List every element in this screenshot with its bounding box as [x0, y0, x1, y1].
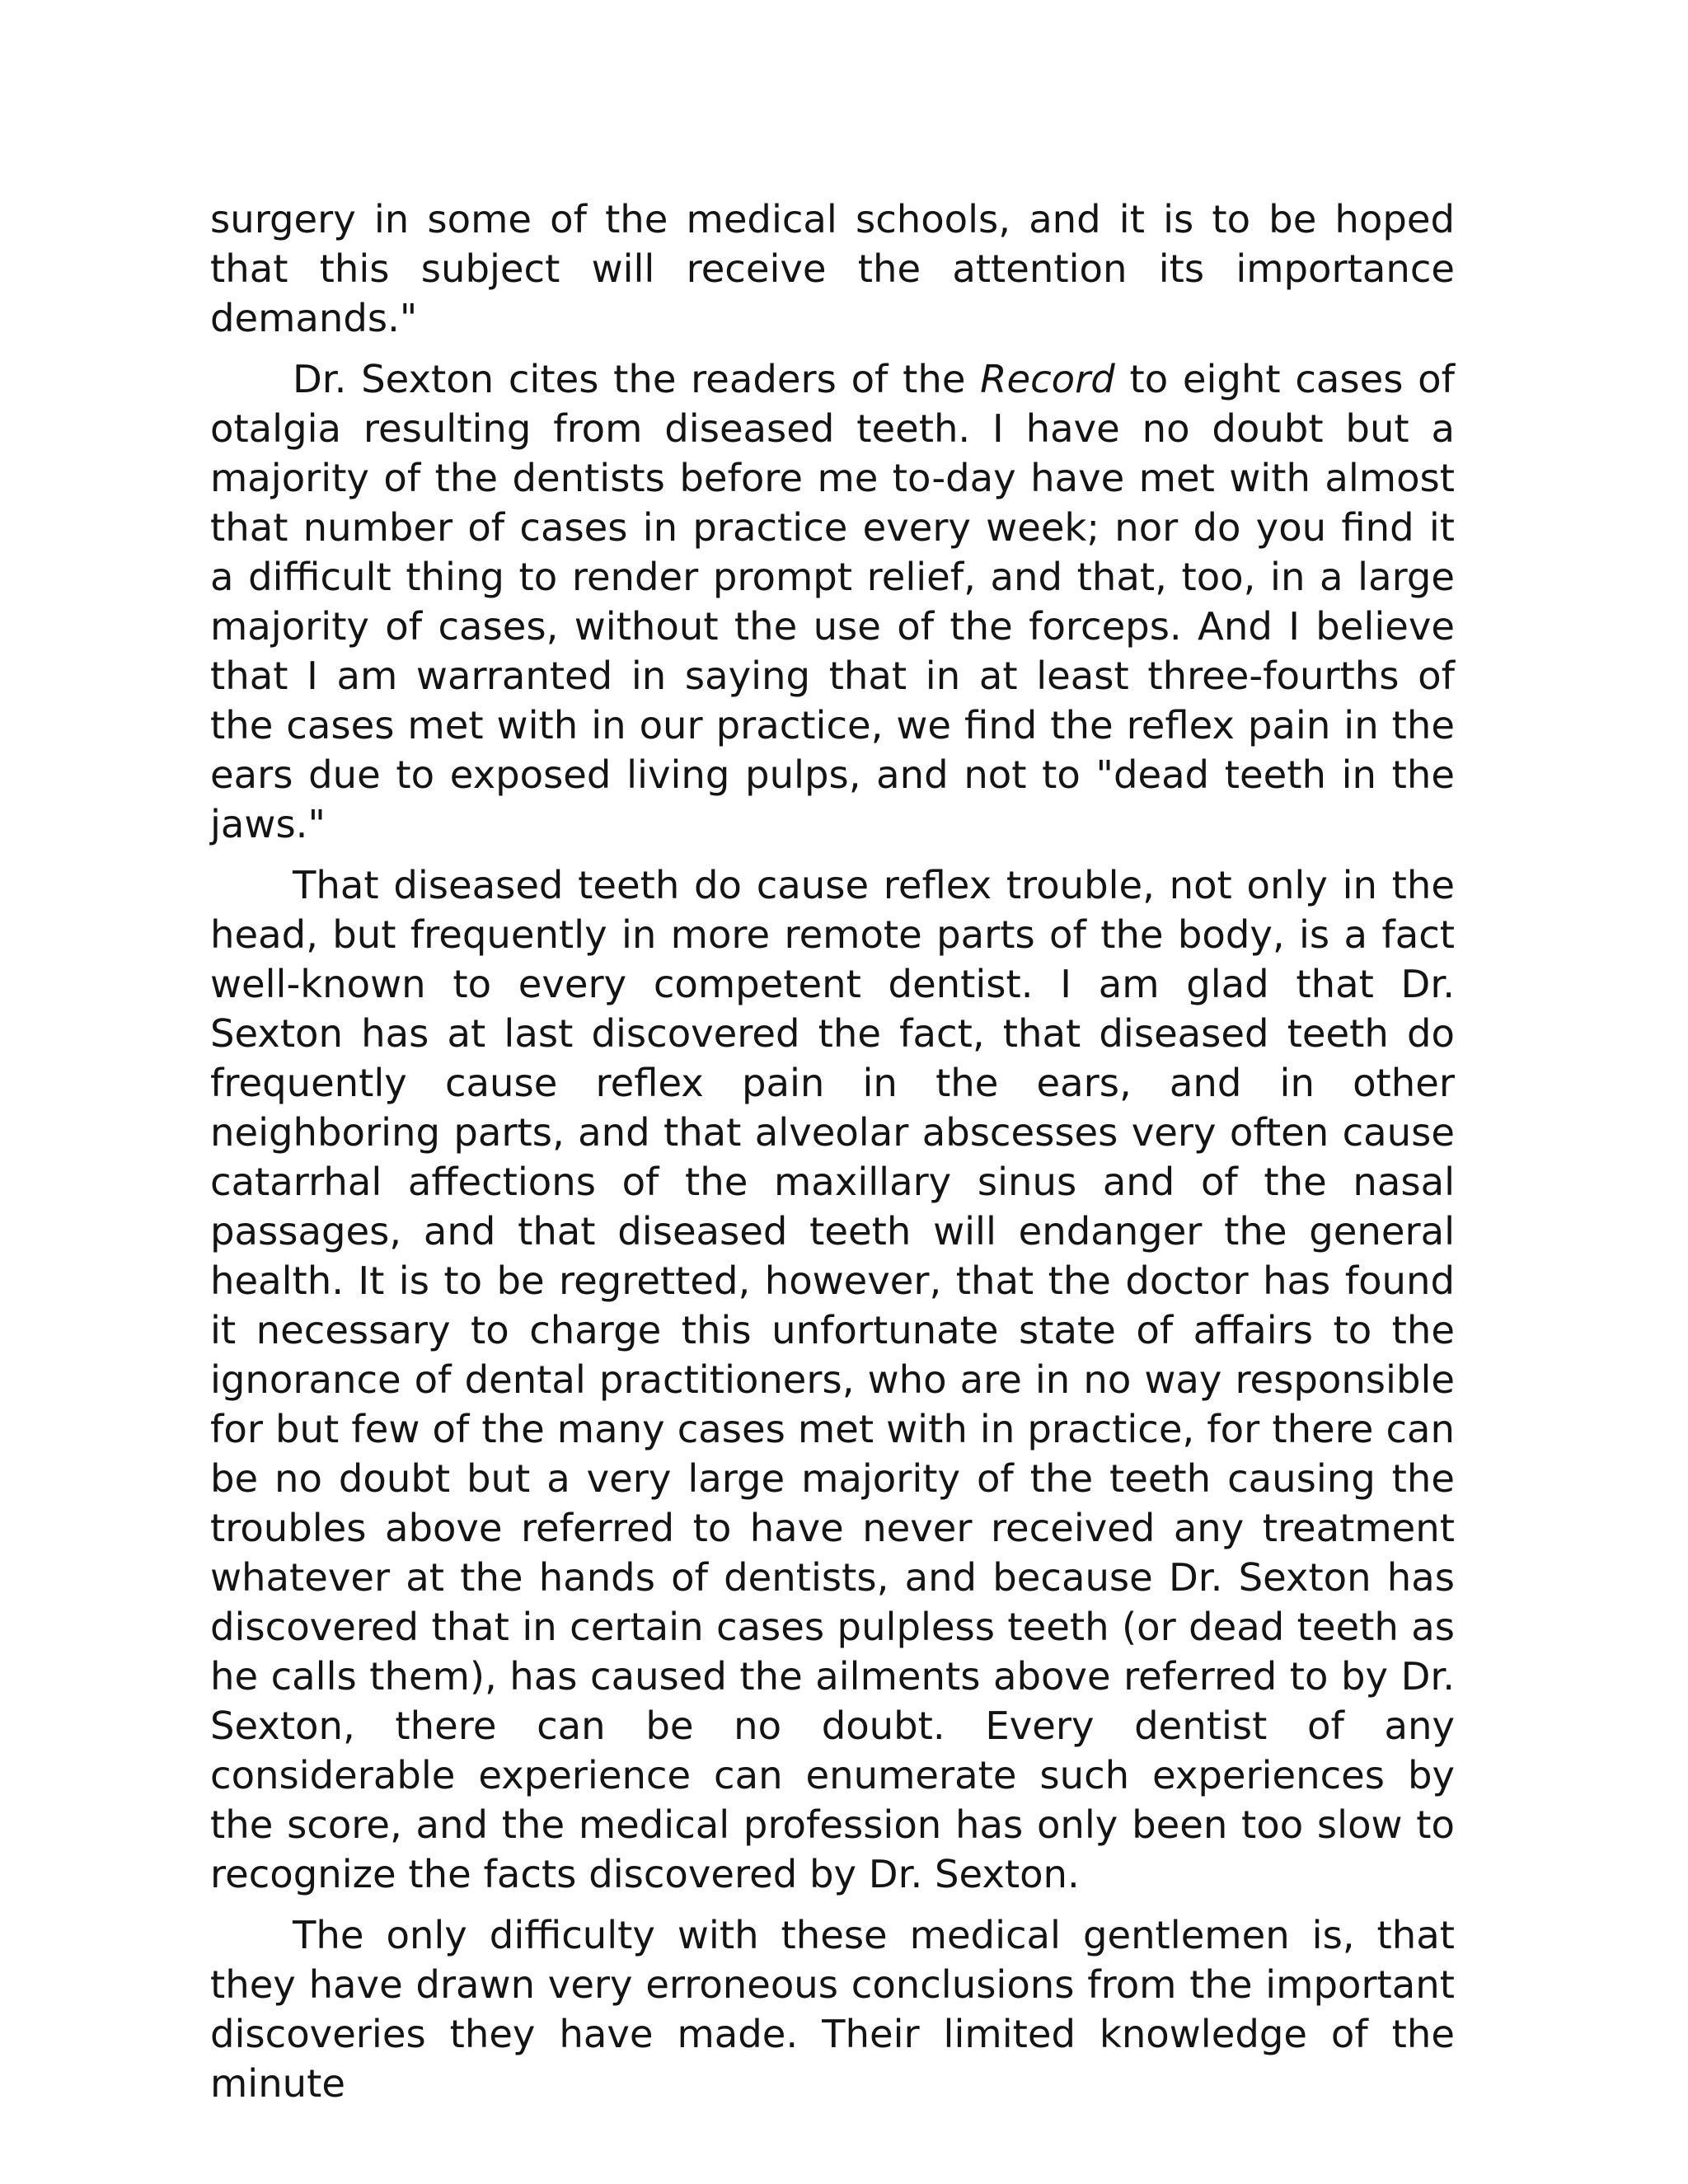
paragraph-continuation: surgery in some of the medical schools, and it is to be hoped that this subject will receive the attention its importance demands.": [210, 197, 1455, 340]
paragraph-text-before: Dr. Sexton cites the readers of the: [293, 357, 981, 401]
paragraph-reflex-trouble: That diseased teeth do cause reflex trouble, not only in the head, but frequently in more remote parts of the body, is a fact well-known to every competent dentist. I am glad that Dr. Sexton has at last discovered the fact, that diseased teeth do frequently cause reflex pain in the ears, and in other neighboring parts, and that alveolar abscesses very often cause catarrhal affections of the maxillary sinus and of the nasal passages, and that diseased teeth will endanger the general health. It is to be regretted, however, that the doctor has found it necessary to charge this unfortunate state of affairs to the ignorance of dental practitioners, who are in no way responsible for but few of the many cases met with in practice, for there can be no doubt but a very large majority of the teeth causing the troubles above referred to have never received any treatment whatever at the hands of dentists, and because Dr. Sexton has discovered that in certain cases pulpless teeth (or dead teeth as he calls them), has caused the ailments above referred to by Dr. Sexton, there can be no doubt. Every dentist of any considerable experience can enumerate such experiences by the score, and the medical profession has only been too slow to recognize the facts discovered by Dr. Sexton.: [210, 863, 1455, 1896]
paragraph-otalgia-cases: [210, 354, 1455, 849]
paragraph-erroneous-conclusions: The only difficulty with these medical gentlemen is, that they have drawn very erroneous conclusions from the important discoveries they have made. Their limited knowledge of the minute: [210, 1913, 1455, 2106]
document-page: [210, 194, 1455, 2120]
journal-title-record: Record: [980, 357, 1115, 401]
paragraph-text-after: to eight cases of otalgia resulting from diseased teeth. I have no doubt but a majority of the dentists before me to-day have met with almost that number of cases in practice every week; nor do you find it a difficult thing to render prompt relief, and that, too, in a large majority of cases, without the use of the forceps. And I believe that I am warranted in saying that in at least three-fourths of the cases met with in our practice, we find the reflex pain in the ears due to exposed living pulps, and not to "dead teeth in the jaws.": [210, 357, 1456, 846]
